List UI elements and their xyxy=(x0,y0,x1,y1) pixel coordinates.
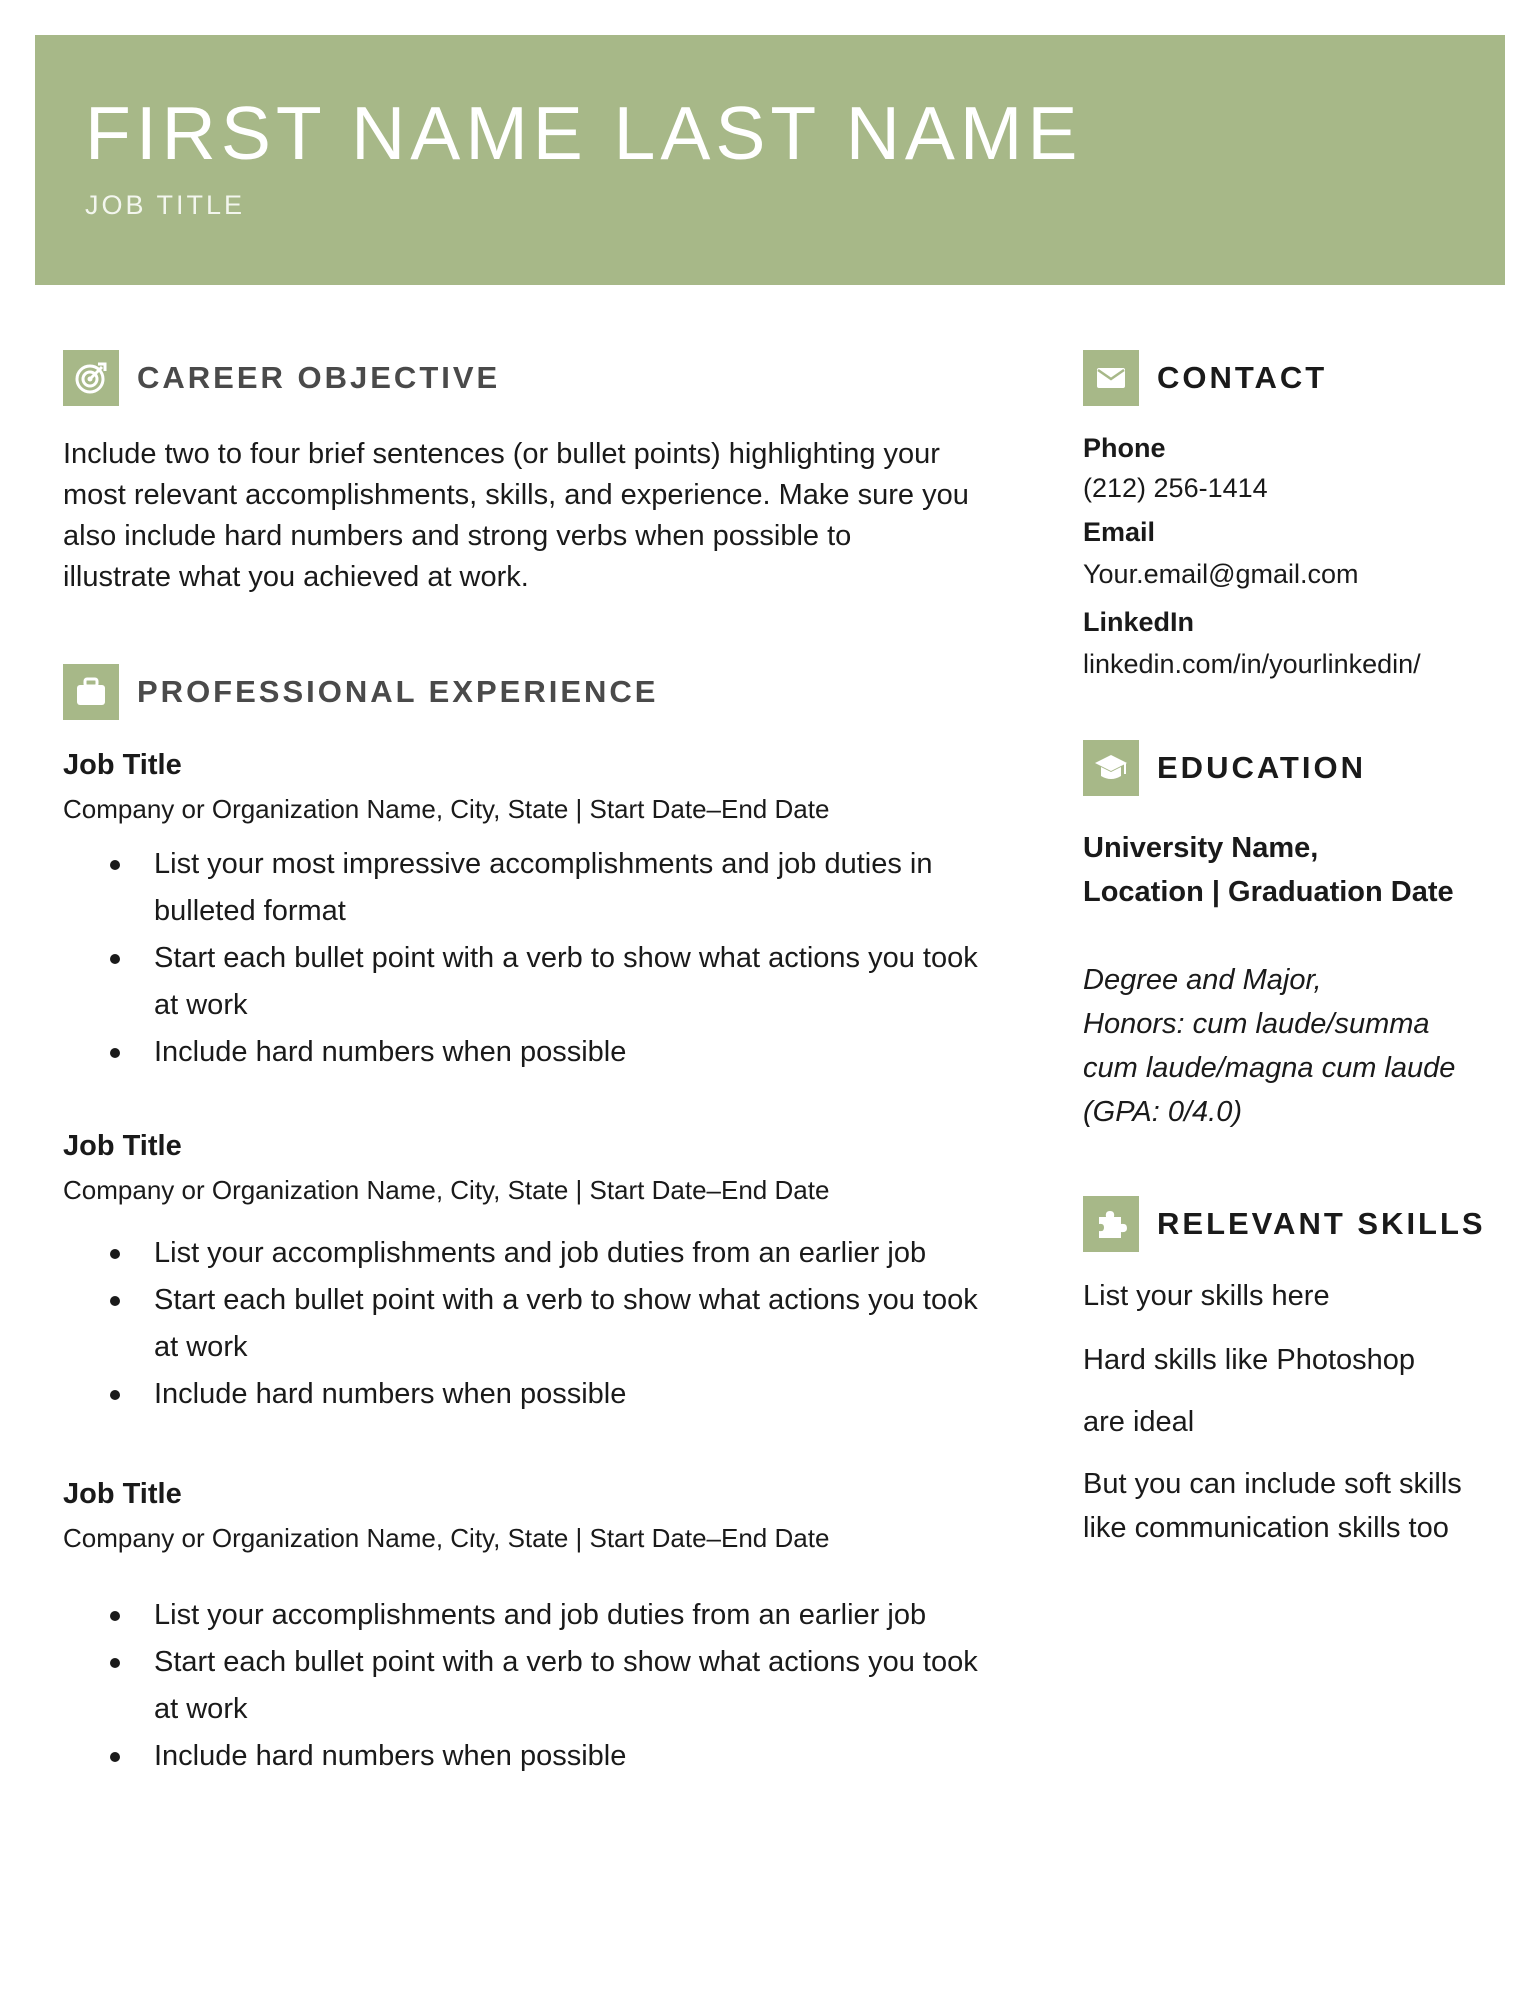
degree-line: (GPA: 0/4.0) xyxy=(1083,1096,1243,1128)
skill-item: Hard skills like Photoshop xyxy=(1083,1344,1416,1376)
target-icon xyxy=(63,350,119,406)
objective-line: illustrate what you achieved at work. xyxy=(63,561,529,593)
left-column xyxy=(63,350,1023,1780)
career-objective-section xyxy=(63,350,1023,598)
job-company: Company or Organization Name, City, State | Start Date–End Date xyxy=(63,1175,830,1205)
section-title: RELEVANT SKILLS xyxy=(1157,1206,1486,1241)
objective-line: most relevant accomplishments, skills, and experience. Make sure you xyxy=(63,479,969,511)
candidate-name: FIRST NAME LAST NAME xyxy=(85,91,1083,175)
section-title: PROFESSIONAL EXPERIENCE xyxy=(137,674,659,709)
section-header xyxy=(1083,1196,1503,1252)
section-header xyxy=(63,350,1023,406)
degree-line: Degree and Major, xyxy=(1083,964,1322,996)
section-title: EDUCATION xyxy=(1157,750,1366,785)
job-bullets xyxy=(63,841,1023,1076)
job-bullet: Include hard numbers when possible xyxy=(63,1029,994,1076)
job-title: Job Title xyxy=(63,749,182,781)
job-bullet: Start each bullet point with a verb to show what actions you took at work xyxy=(63,1639,994,1733)
email-value[interactable]: Your.email@gmail.com xyxy=(1083,559,1359,589)
contact-section xyxy=(1083,350,1503,682)
section-title: CONTACT xyxy=(1157,360,1328,395)
objective-line: Include two to four brief sentences (or bullet points) highlighting your xyxy=(63,438,940,470)
header-banner xyxy=(35,35,1505,285)
degree-line: Honors: cum laude/summa xyxy=(1083,1008,1430,1040)
job-bullet: Start each bullet point with a verb to show what actions you took at work xyxy=(63,1277,994,1371)
job-bullet: List your accomplishments and job duties from an earlier job xyxy=(63,1592,994,1639)
job-bullet: List your most impressive accomplishments and job duties in bulleted format xyxy=(63,841,994,935)
briefcase-icon xyxy=(63,664,119,720)
section-title: CAREER OBJECTIVE xyxy=(137,360,501,395)
job-entry xyxy=(63,1476,1023,1780)
job-company: Company or Organization Name, City, State | Start Date–End Date xyxy=(63,1523,830,1553)
school-name: University Name, xyxy=(1083,832,1319,864)
puzzle-piece-icon xyxy=(1083,1196,1139,1252)
section-header xyxy=(1083,740,1503,796)
envelope-icon xyxy=(1083,350,1139,406)
objective-text xyxy=(63,434,1023,598)
job-bullet: Start each bullet point with a verb to show what actions you took at work xyxy=(63,935,994,1029)
linkedin-value[interactable]: linkedin.com/in/yourlinkedin/ xyxy=(1083,649,1421,679)
candidate-job-title: JOB TITLE xyxy=(85,190,246,220)
job-title: Job Title xyxy=(63,1130,182,1162)
skill-item: like communication skills too xyxy=(1083,1512,1449,1544)
job-bullets xyxy=(63,1592,1023,1780)
job-bullet: Include hard numbers when possible xyxy=(63,1733,994,1780)
degree-line: cum laude/magna cum laude xyxy=(1083,1052,1456,1084)
job-entry xyxy=(63,1128,1023,1418)
job-title: Job Title xyxy=(63,1478,182,1510)
job-company: Company or Organization Name, City, State | Start Date–End Date xyxy=(63,794,830,824)
phone-label: Phone xyxy=(1083,433,1166,463)
skill-item: But you can include soft skills xyxy=(1083,1468,1462,1500)
job-bullet: Include hard numbers when possible xyxy=(63,1371,994,1418)
right-column xyxy=(1083,350,1503,1550)
objective-line: also include hard numbers and strong verbs when possible to xyxy=(63,520,852,552)
education-section xyxy=(1083,740,1503,1134)
linkedin-label: LinkedIn xyxy=(1083,607,1195,637)
job-entry xyxy=(63,747,1023,1076)
phone-value: (212) 256-1414 xyxy=(1083,473,1268,503)
school-location-date: Location | Graduation Date xyxy=(1083,876,1454,908)
graduation-cap-icon xyxy=(1083,740,1139,796)
job-bullets xyxy=(63,1230,1023,1418)
professional-experience-section xyxy=(63,664,1023,1780)
skill-item: are ideal xyxy=(1083,1406,1195,1438)
email-label: Email xyxy=(1083,517,1156,547)
section-header xyxy=(63,664,1023,720)
section-header xyxy=(1083,350,1503,406)
relevant-skills-section xyxy=(1083,1196,1503,1550)
skill-item: List your skills here xyxy=(1083,1280,1330,1312)
job-bullet: List your accomplishments and job duties from an earlier job xyxy=(63,1230,994,1277)
